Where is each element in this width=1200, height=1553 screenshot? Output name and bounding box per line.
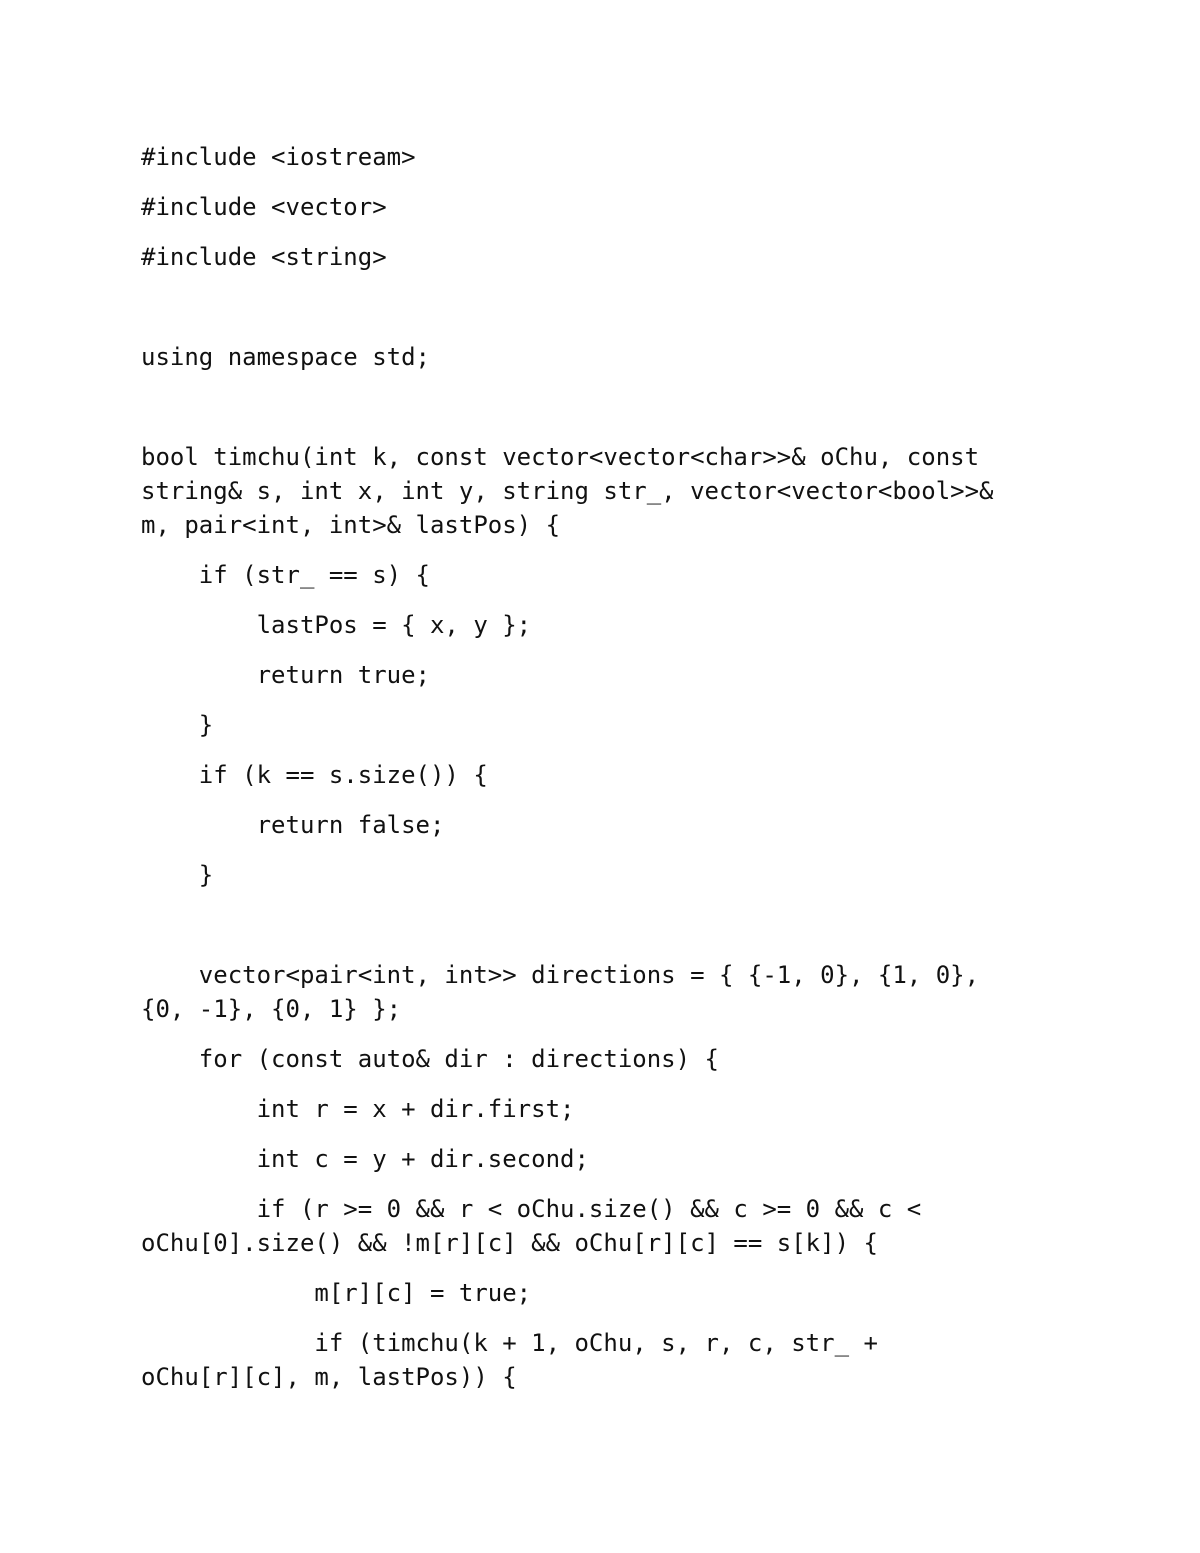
code-line-return-false: return false; [141, 811, 445, 839]
code-line-for-loop: for (const auto& dir : directions) { [141, 1045, 719, 1073]
code-line-include-vector: #include <vector> [141, 193, 387, 221]
code-line-close-brace: } [141, 711, 214, 739]
code-line-bounds-check-2: oChu[0].size() && !m[r][c] && oChu[r][c] == s[k]) { [141, 1229, 878, 1257]
blank-line [141, 390, 1041, 440]
code-line-recursive-call-2: oChu[r][c], m, lastPos)) { [141, 1363, 517, 1391]
code-line-directions-2: {0, -1}, {0, 1} }; [141, 995, 402, 1023]
blank-line [141, 908, 1041, 958]
code-line-include-string: #include <string> [141, 243, 387, 271]
code-line-function-signature-2: string& s, int x, int y, string str_, vector<vector<bool>>& [141, 477, 994, 505]
code-line-recursive-call-1: if (timchu(k + 1, oChu, s, r, c, str_ + [141, 1329, 878, 1357]
code-line-int-r: int r = x + dir.first; [141, 1095, 575, 1123]
code-line-function-signature-1: bool timchu(int k, const vector<vector<char>>& oChu, const [141, 443, 980, 471]
code-line-function-signature-3: m, pair<int, int>& lastPos) { [141, 511, 561, 539]
code-line-bounds-check-1: if (r >= 0 && r < oChu.size() && c >= 0 && c < [141, 1195, 922, 1223]
code-line-lastpos-assign: lastPos = { x, y }; [141, 611, 532, 639]
code-line-mark-visited: m[r][c] = true; [141, 1279, 532, 1307]
code-line-include-iostream: #include <iostream> [141, 143, 416, 171]
code-line-int-c: int c = y + dir.second; [141, 1145, 589, 1173]
code-line-return-true: return true; [141, 661, 430, 689]
code-line-close-brace: } [141, 861, 214, 889]
code-line-if-str-equals-s: if (str_ == s) { [141, 561, 430, 589]
code-block [141, 140, 1041, 1410]
code-line-directions-1: vector<pair<int, int>> directions = { {-1, 0}, {1, 0}, [141, 961, 980, 989]
code-line-using-namespace: using namespace std; [141, 343, 430, 371]
blank-line [141, 290, 1041, 340]
code-line-if-k-equals-size: if (k == s.size()) { [141, 761, 488, 789]
